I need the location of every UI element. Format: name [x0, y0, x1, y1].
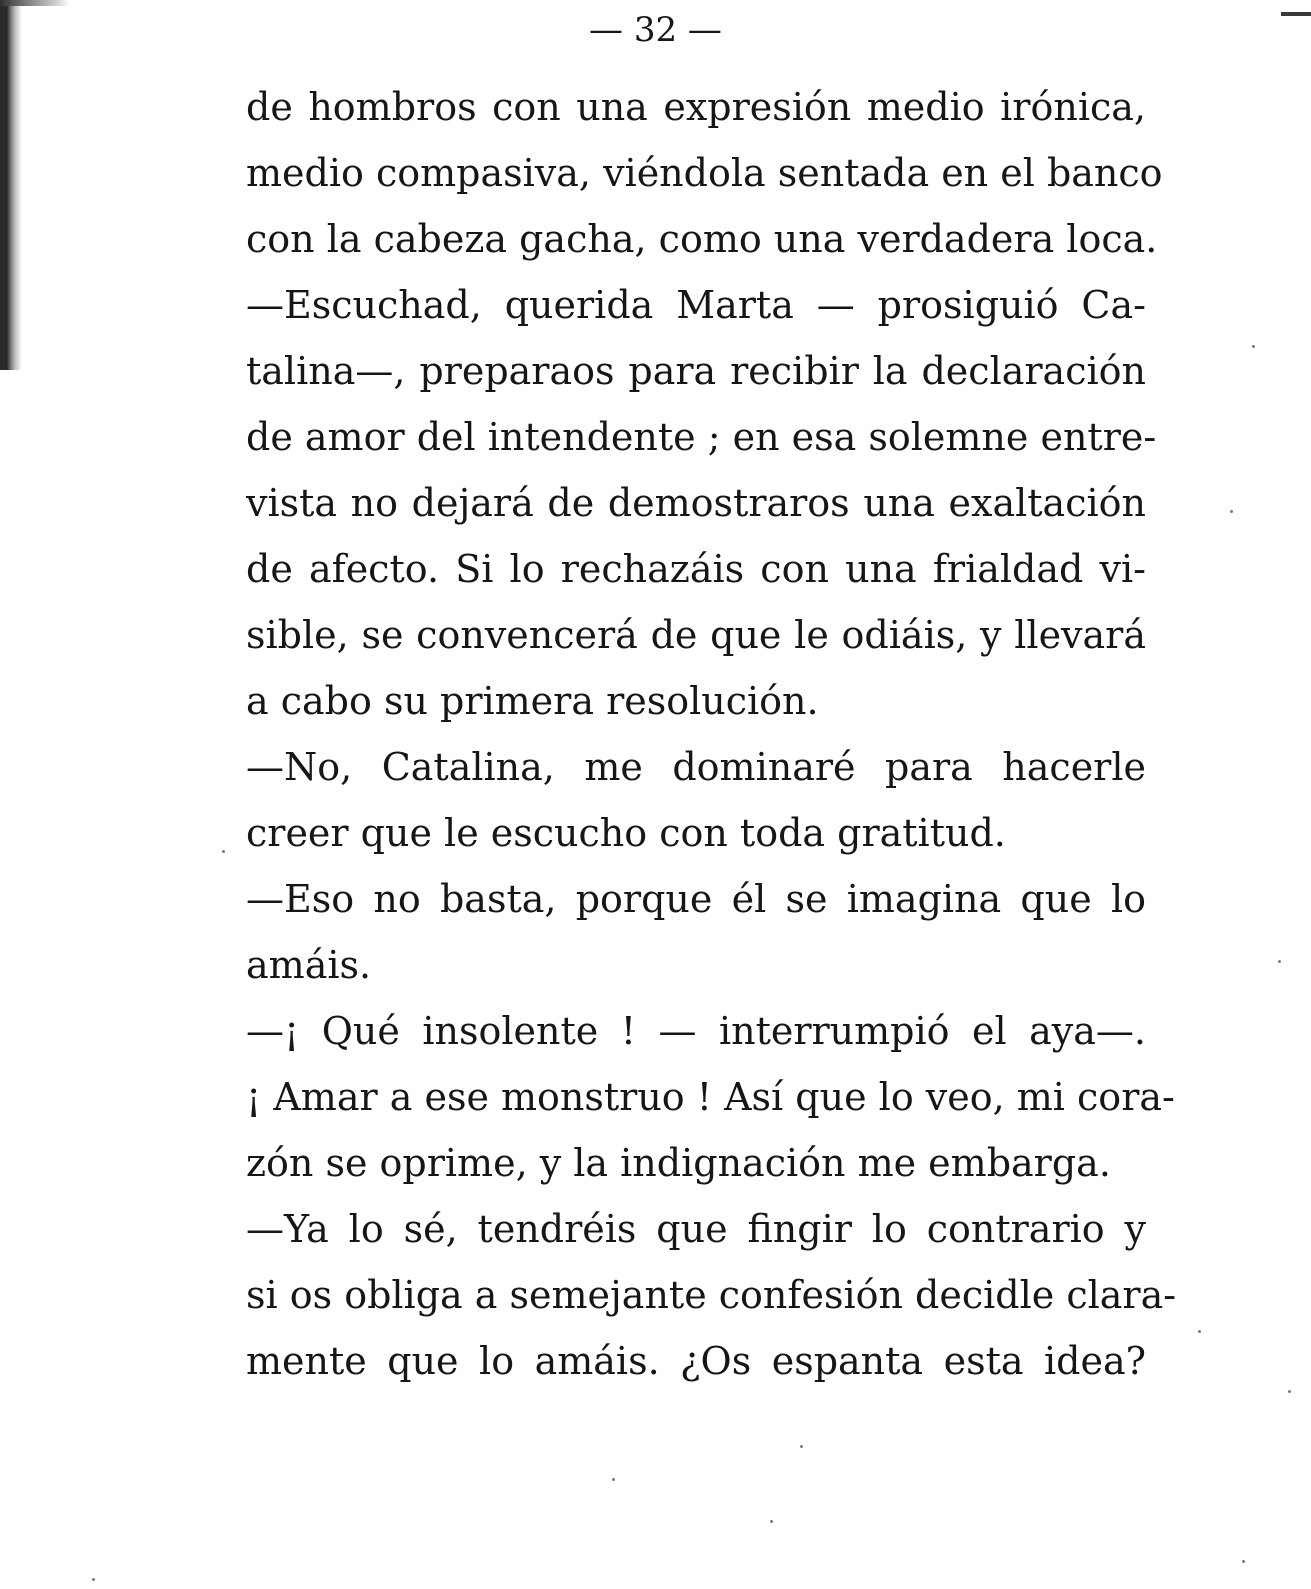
text-line: —Escuchad, querida Marta — prosiguió Ca-: [246, 283, 1146, 327]
binding-edge: [0, 0, 22, 370]
text-line: talina—, preparaos para recibir la declaración: [246, 349, 1146, 393]
text-line: con la cabeza gacha, como una verdadera loca.: [246, 217, 1158, 261]
text-line: de afecto. Si lo rechazáis con una frialdad vi-: [246, 547, 1146, 591]
scan-speck: [612, 1478, 615, 1481]
page-text: [246, 74, 1177, 1394]
scan-speck: [1198, 1330, 1201, 1333]
text-line: si os obliga a semejante confesión decidle clara-: [246, 1273, 1177, 1317]
text-line: de amor del intendente ; en esa solemne entre-: [246, 415, 1157, 459]
text-line: ¡ Amar a ese monstruo ! Así que lo veo, mi cora-: [246, 1075, 1175, 1119]
text-line: de hombros con una expresión medio irónica,: [246, 85, 1146, 129]
scan-speck: [1288, 1390, 1291, 1393]
text-line: a cabo su primera resolución.: [246, 679, 819, 723]
text-line: sible, se convencerá de que le odiáis, y llevará: [246, 613, 1146, 657]
text-line: —No, Catalina, me dominaré para hacerle: [246, 745, 1146, 789]
text-line: zón se oprime, y la indignación me embarga.: [246, 1141, 1111, 1185]
scan-speck: [1242, 1560, 1245, 1563]
text-line: creer que le escucho con toda gratitud.: [246, 811, 1006, 855]
scan-speck: [1252, 345, 1255, 348]
scan-speck: [1230, 510, 1233, 513]
text-line: —Ya lo sé, tendréis que fingir lo contrario y: [246, 1207, 1146, 1251]
text-line: mente que lo amáis. ¿Os espanta esta idea?: [246, 1339, 1146, 1383]
scan-speck: [92, 1578, 95, 1581]
scan-speck: [222, 850, 225, 853]
text-line: amáis.: [246, 943, 372, 987]
scan-speck: [800, 1445, 803, 1448]
text-line: vista no dejará de demostraros una exaltación: [246, 481, 1146, 525]
text-line: —¡ Qué insolente ! — interrumpió el aya—.: [246, 1009, 1146, 1053]
text-line: —Eso no basta, porque él se imagina que lo: [246, 877, 1146, 921]
text-line: medio compasiva, viéndola sentada en el banco: [246, 151, 1163, 195]
binding-edge-top: [0, 0, 70, 6]
scan-speck: [770, 1520, 773, 1523]
page-number: — 32 —: [589, 10, 722, 50]
scan-speck: [1278, 960, 1281, 963]
